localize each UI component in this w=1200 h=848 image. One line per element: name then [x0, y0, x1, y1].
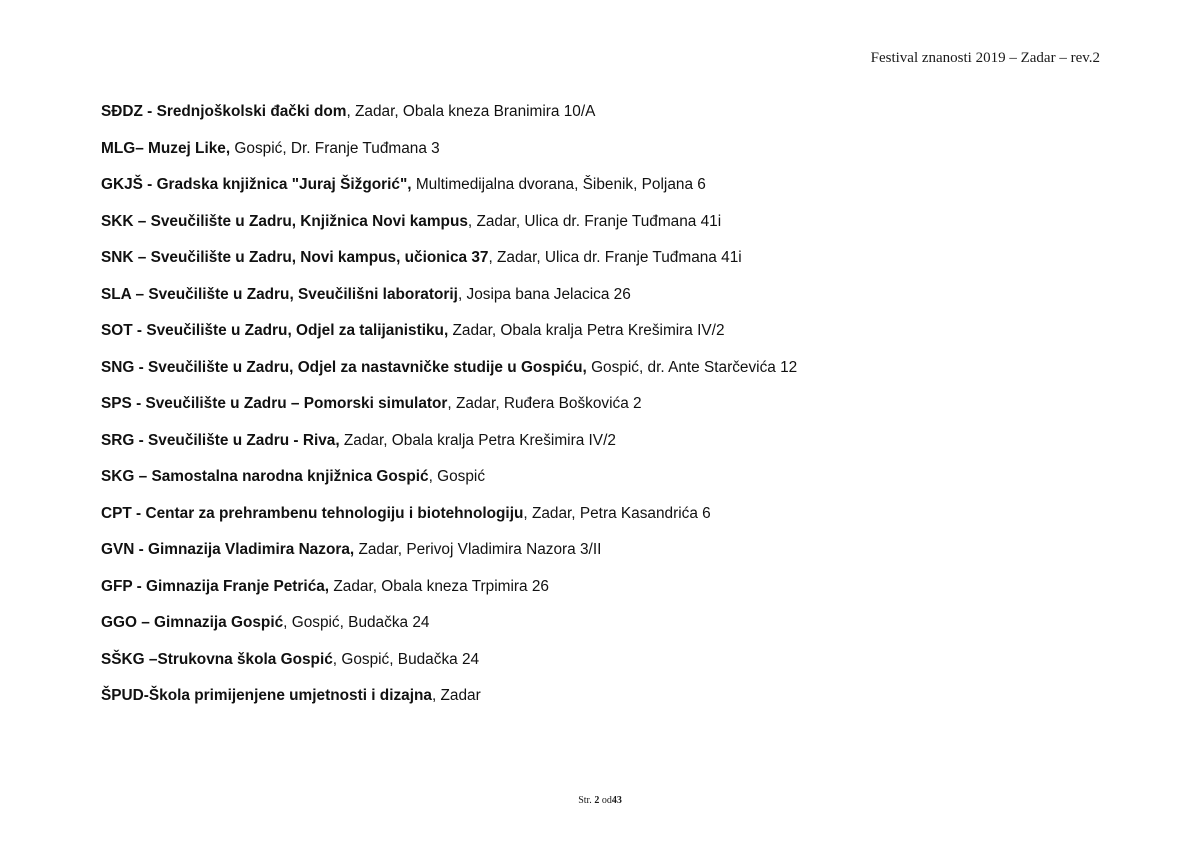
location-entry — [101, 320, 1101, 357]
location-entry — [101, 211, 1101, 248]
location-name: SNG - Sveučilište u Zadru, Odjel za nastavničke studije u Gospiću, — [101, 358, 587, 376]
header-title: Festival znanosti 2019 – Zadar – rev.2 — [870, 50, 1100, 66]
location-entry — [101, 539, 1101, 576]
location-name: SKG – Samostalna narodna knjižnica Gospić — [101, 468, 429, 485]
location-name: SNK – Sveučilište u Zadru, Novi kampus, učionica 37 — [101, 249, 489, 266]
location-entry — [101, 174, 1101, 211]
location-entry — [101, 649, 1101, 686]
location-entry — [101, 284, 1101, 321]
location-name: GGO – Gimnazija Gospić — [101, 614, 284, 631]
location-name: GFP - Gimnazija Franje Petrića, — [101, 577, 330, 595]
location-detail: , Zadar, Obala kneza Branimira 10/A — [346, 103, 596, 120]
location-detail: Zadar, Obala kneza Trpimira 26 — [329, 577, 549, 595]
location-detail: , Gospić, Budačka 24 — [283, 614, 430, 631]
location-entry — [101, 503, 1101, 540]
location-name: CPT - Centar za prehrambenu tehnologiju i biotehnologiju — [101, 504, 524, 522]
location-entry — [101, 101, 1101, 138]
location-entry — [101, 612, 1101, 649]
location-entry — [101, 685, 1101, 722]
location-name: SŠKG –Strukovna škola Gospić — [101, 650, 333, 668]
location-name: SOT - Sveučilište u Zadru, Odjel za talijanistiku, — [101, 322, 449, 339]
location-detail: , Gospić, Budačka 24 — [332, 650, 480, 668]
location-name: SRG - Sveučilište u Zadru - Riva, — [101, 431, 340, 449]
footer-current-page: 2 — [594, 795, 600, 806]
location-name: GVN - Gimnazija Vladimira Nazora, — [101, 541, 355, 558]
location-detail: , Zadar, Ulica dr. Franje Tuđmana 41i — [488, 249, 742, 266]
location-detail: , Zadar, Ruđera Boškovića 2 — [447, 395, 642, 412]
location-detail: , Gospić — [428, 468, 486, 485]
location-list — [101, 101, 1101, 722]
location-entry — [101, 576, 1101, 613]
location-name: SLA – Sveučilište u Zadru, Sveučilišni laboratorij — [101, 285, 458, 303]
location-name: SĐDZ - Srednjoškolski đački dom — [101, 103, 347, 120]
footer-total-pages: 43 — [611, 795, 622, 806]
location-detail: , Zadar, Ulica dr. Franje Tuđmana 41i — [467, 212, 722, 230]
location-detail: , Josipa bana Jelacica 26 — [457, 285, 631, 303]
location-detail: , Zadar — [431, 687, 481, 704]
page-header — [871, 50, 1100, 67]
location-detail: Gospić, Dr. Franje Tuđmana 3 — [230, 139, 440, 157]
location-entry — [101, 393, 1101, 430]
location-detail: Gospić, dr. Ante Starčevića 12 — [586, 358, 798, 376]
footer-prefix: Str. — [578, 795, 592, 806]
location-detail: Zadar, Obala kralja Petra Krešimira IV/2 — [339, 431, 616, 449]
location-entry — [101, 357, 1101, 394]
location-detail: Zadar, Perivoj Vladimira Nazora 3/II — [354, 541, 602, 558]
location-detail: , Zadar, Petra Kasandrića 6 — [523, 504, 711, 522]
page-footer — [0, 795, 1200, 806]
location-name: SPS - Sveučilište u Zadru – Pomorski simulator — [101, 395, 448, 412]
location-entry — [101, 466, 1101, 503]
location-detail: Multimedijalna dvorana, Šibenik, Poljana 6 — [411, 176, 706, 193]
location-detail: Zadar, Obala kralja Petra Krešimira IV/2 — [448, 322, 725, 339]
location-entry — [101, 138, 1101, 175]
location-name: MLG– Muzej Like, — [101, 139, 231, 157]
location-name: SKK – Sveučilište u Zadru, Knjižnica Novi kampus — [101, 212, 468, 230]
footer-of-label: od — [601, 795, 612, 806]
location-entry — [101, 247, 1101, 284]
location-entry — [101, 430, 1101, 467]
location-name: GKJŠ - Gradska knjižnica "Juraj Šižgorić", — [101, 176, 412, 193]
location-name: ŠPUD-Škola primijenjene umjetnosti i dizajna — [101, 687, 432, 704]
